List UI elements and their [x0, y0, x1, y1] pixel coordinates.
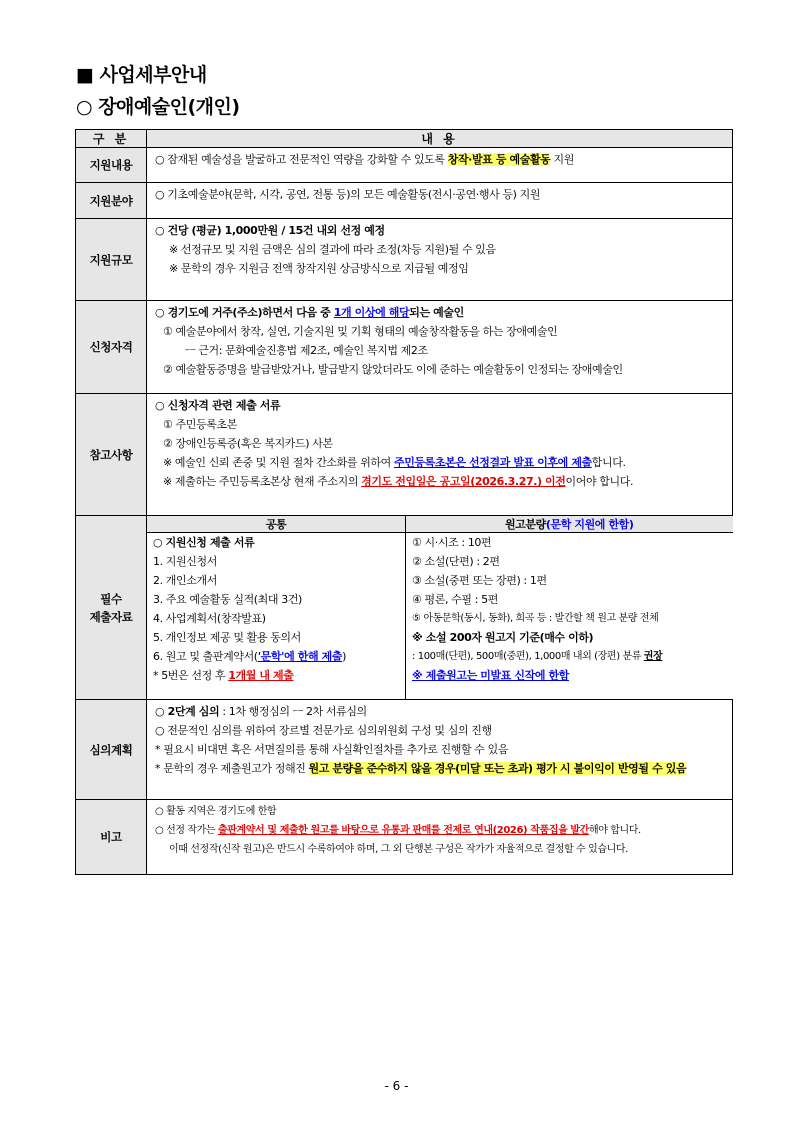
text: * 5번은 선정 후	[153, 669, 229, 682]
header-category: 구 분	[76, 130, 147, 148]
list-item: ⑤ 아동문학(동시, 동화), 희곡 등 : 발간할 책 원고 분량 전체	[412, 613, 659, 624]
list-item: ③ 소설(중편 또는 장편) : 1편	[412, 574, 547, 587]
highlight-text: 주민등록초본은 선정결과 발표 이후에 제출	[393, 456, 592, 469]
highlight-text: 창작·발표 등 예술활동	[447, 153, 551, 166]
text: ○ 기초예술분야(문학, 시각, 공연, 전통 등)의 모든 예술활동(전시·공연·행사 등) 지원	[155, 188, 541, 201]
list-item: 2. 개인소개서	[153, 574, 217, 587]
label-remarks: 비고	[76, 800, 147, 875]
text: ○ 신청자격 관련 제출 서류	[155, 399, 281, 412]
text: 이어야 합니다.	[565, 475, 634, 488]
text: ※ 문학의 경우 지원금 전액 창작지원 상금방식으로 지급될 예정임	[169, 262, 469, 275]
label-reference: 참고사항	[76, 394, 147, 516]
cell-reference	[147, 394, 733, 516]
label-required-documents	[76, 516, 147, 700]
list-item: ④ 평론, 수필 : 5편	[412, 593, 498, 606]
text: ② 장애인등록증(혹은 복지카드) 사본	[163, 437, 333, 450]
list-item: ※ 제출원고는 미발표 신작에 한함	[412, 669, 569, 682]
cell-eligibility	[147, 301, 733, 394]
row-review-plan	[76, 700, 733, 800]
label-line: 필수	[100, 591, 122, 606]
table-header-row	[76, 130, 733, 148]
row-support-scale	[76, 219, 733, 301]
text: ※ 제출하는 주민등록초본상 현재 주소지의	[163, 475, 362, 488]
text: ○ 잠재된 예술성을 발굴하고 전문적인 역량을 강화할 수 있도록	[155, 153, 448, 166]
manuscript-volume-list	[406, 533, 733, 699]
cell-remarks	[147, 800, 733, 875]
text: ※ 선정규모 및 지원 금액은 심의 결과에 따라 조정(차등 지원)될 수 있음	[169, 243, 496, 256]
text: ○ 건당 (평균) 1,000만원 / 15건 내외 선정 예정	[155, 224, 385, 237]
text: )	[342, 650, 346, 663]
list-item: 5. 개인정보 제공 및 활용 동의서	[153, 631, 301, 644]
section-heading: ■ 사업세부안내	[76, 64, 207, 86]
label-support-scale: 지원규모	[76, 219, 147, 301]
text: ㅡ 근거: 문화예술진흥법 제2조, 예술인 복지법 제2조	[185, 344, 428, 357]
text: ○ 선정 작가는	[155, 825, 218, 836]
cell-review-plan	[147, 700, 733, 800]
text: 합니다.	[591, 456, 626, 469]
text: ○ 전문적인 심의를 위하여 장르별 전문가로 심의위원회 구성 및 심의 진행	[155, 724, 492, 737]
inner-header-manuscript	[406, 516, 733, 533]
text: 이때 선정작(신작 원고)은 반드시 수록하여야 하며, 그 외 단행본 구성은 작가가 자율적으로 결정할 수 있습니다.	[169, 844, 628, 855]
cell-required-documents	[147, 516, 733, 700]
text: ○ 2단계 심의	[155, 705, 220, 718]
cell-support-field	[147, 183, 733, 219]
required-documents-inner-table	[147, 516, 733, 699]
highlight-text: '문학'에 한해 제출	[257, 650, 343, 663]
list-item: ① 시·시조 : 10편	[412, 536, 492, 549]
text: ○ 지원신청 제출 서류	[153, 536, 255, 549]
text: ○ 경기도에 거주(주소)하면서 다음 중	[155, 306, 334, 319]
subsection-heading: ○ 장애예술인(개인)	[76, 96, 240, 118]
text: ① 예술분야에서 창작, 실연, 기술지원 및 기획 형태의 예술창작활동을 하는 장애예술인	[163, 325, 558, 338]
text: 되는 예술인	[409, 306, 464, 319]
text: * 문학의 경우 제출원고가 정해진	[155, 762, 309, 775]
highlight-text: (문학 지원에 한함)	[545, 518, 634, 531]
cell-support-content	[147, 148, 733, 183]
text: ○ 활동 지역은 경기도에 한함	[155, 806, 277, 817]
highlight-text: 1개 이상에 해당	[333, 306, 410, 319]
list-item: ② 소설(단편) : 2편	[412, 555, 500, 568]
highlight-text: 원고 분량을 준수하지 않을 경우(미달 또는 초과) 평가 시 불이익이 반영될 수 있음	[308, 762, 687, 775]
header-content: 내 용	[147, 130, 733, 148]
list-item: 3. 주요 예술활동 실적(최대 3건)	[153, 593, 302, 606]
text: * 필요시 비대면 혹은 서면질의를 통해 사실확인절차를 추가로 진행할 수 있음	[155, 743, 509, 756]
text: 지원	[550, 153, 574, 166]
inner-header-common: 공통	[147, 516, 406, 533]
label-support-content: 지원내용	[76, 148, 147, 183]
text: ※ 예술인 신뢰 존중 및 지원 절차 간소화를 위하여	[163, 456, 394, 469]
row-support-field	[76, 183, 733, 219]
highlight-text: 출판계약서 및 제출한 원고를 바탕으로 유통과 판매를 전제로 연내(2026) 작품집을 발간	[217, 825, 589, 836]
row-support-content	[76, 148, 733, 183]
label-eligibility: 신청자격	[76, 301, 147, 394]
label-review-plan: 심의계획	[76, 700, 147, 800]
text: ② 예술활동증명을 발급받았거나, 발급받지 않았더라도 이에 준하는 예술활동이 인정되는 장애예술인	[163, 363, 623, 376]
highlight-text: 1개월 내 제출	[228, 669, 294, 682]
text: : 100매(단편), 500매(중편), 1,000매 내외 (장편) 분류	[412, 651, 644, 662]
row-reference	[76, 394, 733, 516]
row-eligibility	[76, 301, 733, 394]
cell-support-scale	[147, 219, 733, 301]
label-line: 제출자료	[89, 609, 133, 624]
list-item: 4. 사업계획서(창작발표)	[153, 612, 266, 625]
label-support-field: 지원분야	[76, 183, 147, 219]
page-number: - 6 -	[384, 1079, 409, 1093]
list-item: 1. 지원신청서	[153, 555, 217, 568]
program-details-table	[75, 129, 733, 875]
row-required-documents	[76, 516, 733, 700]
text: 원고분량	[504, 518, 546, 531]
row-remarks	[76, 800, 733, 875]
common-documents-list	[147, 533, 406, 699]
text: 6. 원고 및 출판계약서(	[153, 650, 258, 663]
list-item: ※ 소설 200자 원고지 기준(매수 이하)	[412, 631, 594, 644]
text: ① 주민등록초본	[163, 418, 237, 431]
text: : 1차 행정심의 ㅡ 2차 서류심의	[219, 705, 367, 718]
highlight-text: 경기도 전입일은 공고일(2026.3.27.) 이전	[361, 475, 566, 488]
text: 해야 합니다.	[588, 825, 641, 836]
highlight-text: 권장	[643, 651, 663, 662]
